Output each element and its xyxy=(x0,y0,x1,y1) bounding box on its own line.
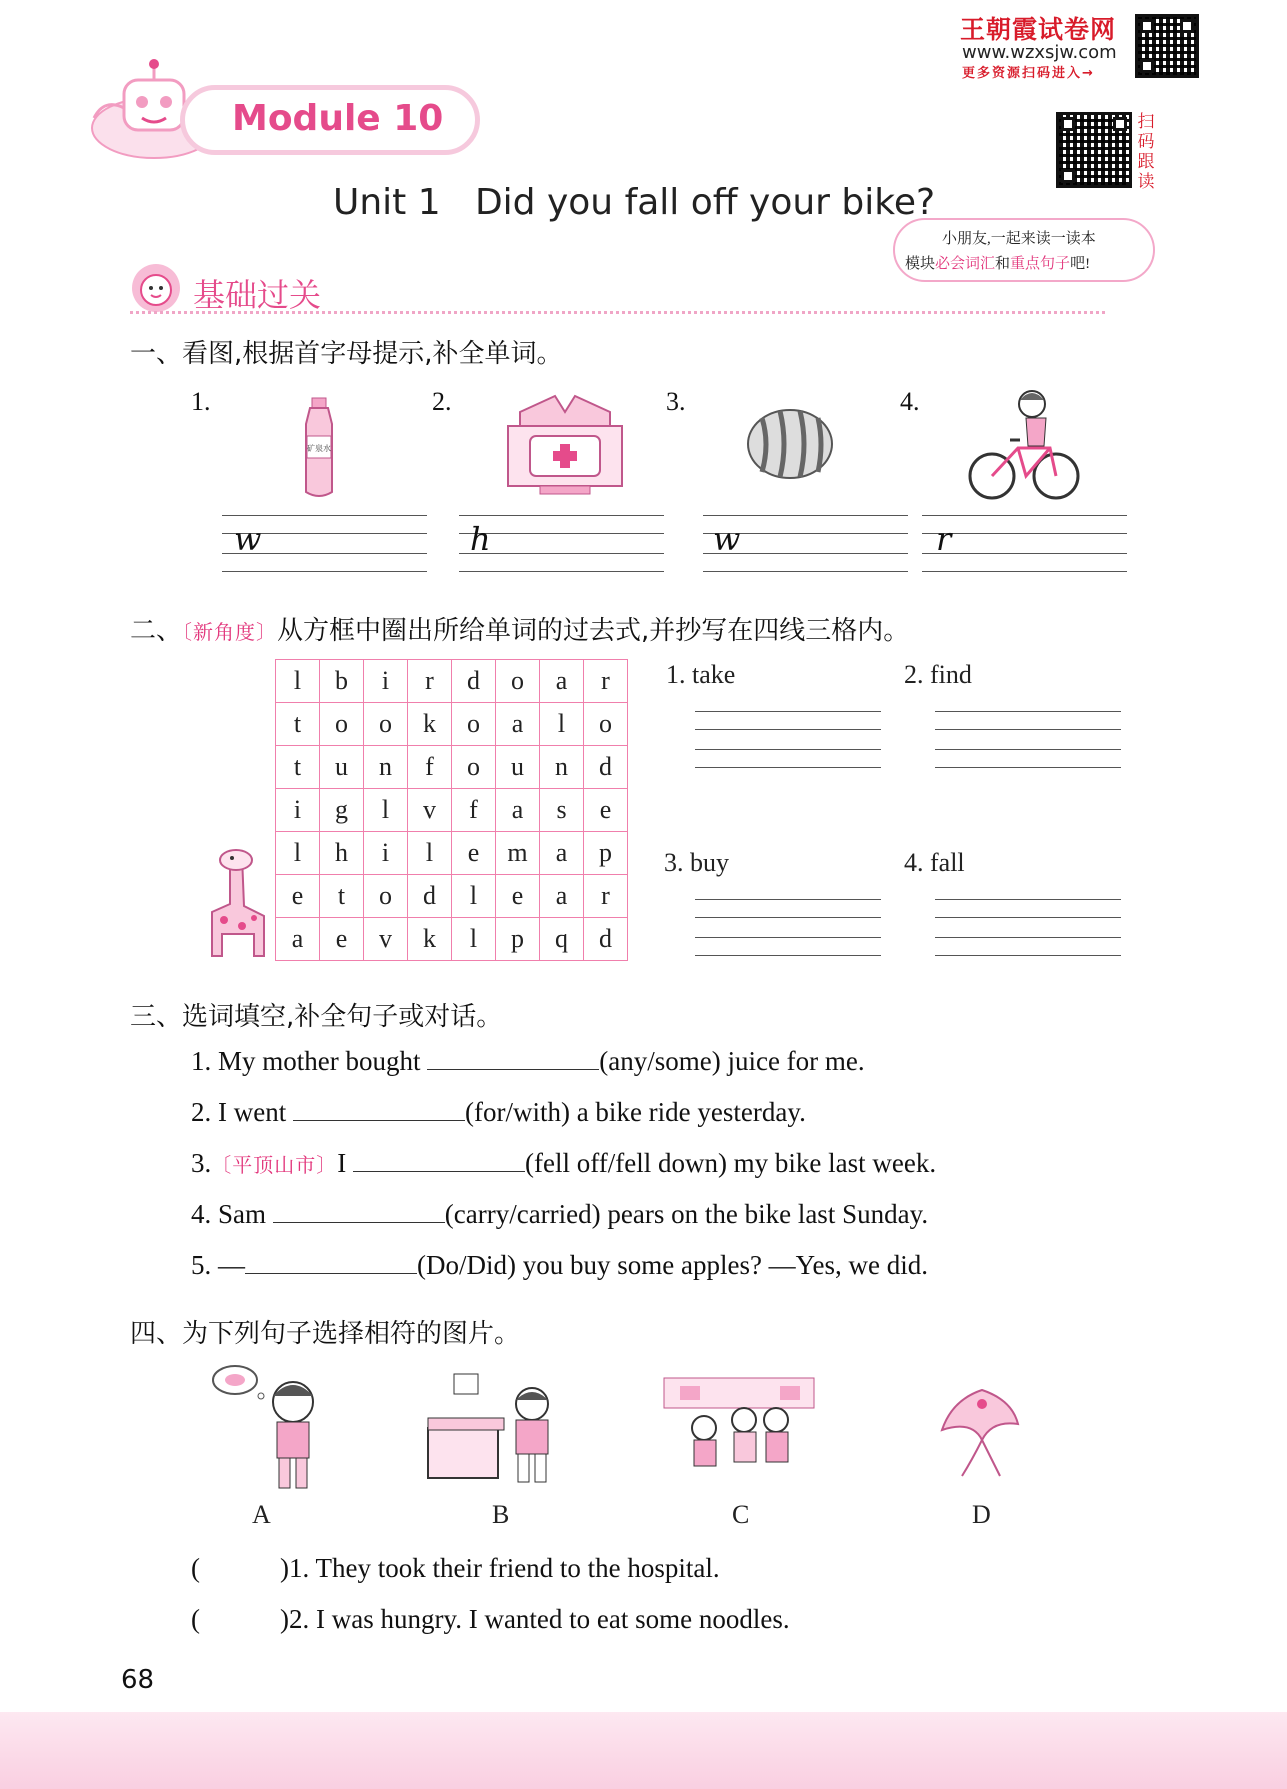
grid-cell[interactable]: u xyxy=(496,746,540,789)
q2-writing-lines[interactable] xyxy=(935,711,1121,767)
grid-row xyxy=(276,832,628,875)
footer-band xyxy=(0,1712,1287,1789)
q3-sentence: 4. Sam (carry/carried) pears on the bike last Sunday. xyxy=(191,1199,929,1229)
q3-sentence: 2. I went (for/with) a bike ride yesterday. xyxy=(191,1097,806,1127)
q1-hint-letter: w xyxy=(713,520,741,558)
grid-row xyxy=(276,789,628,832)
grid-cell[interactable]: l xyxy=(452,875,496,918)
scan-qr-code-icon[interactable] xyxy=(1056,112,1132,188)
grid-cell[interactable]: h xyxy=(320,832,364,875)
q1-hint-letter: r xyxy=(936,520,952,558)
grid-cell[interactable]: r xyxy=(584,660,628,703)
q1-hint-letter: w xyxy=(234,520,262,558)
option-label-d: D xyxy=(972,1500,991,1529)
grid-cell[interactable]: k xyxy=(408,918,452,961)
q2-word: 4. fall xyxy=(904,848,965,877)
bike-ride-picture xyxy=(966,386,1082,502)
q1-heading: 一、看图,根据首字母提示,补全单词。 xyxy=(130,339,563,369)
q1-writing-lines[interactable] xyxy=(922,515,1127,571)
bubble-line-1: 小朋友,一起来读一读本 xyxy=(942,231,1096,247)
grid-cell[interactable]: a xyxy=(496,789,540,832)
grid-cell[interactable]: l xyxy=(408,832,452,875)
q1-item-number: 2. xyxy=(432,387,452,416)
grid-cell[interactable]: f xyxy=(452,789,496,832)
module-title: Module 10 xyxy=(232,98,444,139)
q3-heading: 三、选词填空,补全句子或对话。 xyxy=(130,1002,503,1032)
grid-cell[interactable]: p xyxy=(584,832,628,875)
grid-cell[interactable]: b xyxy=(320,660,364,703)
q2-word: 2. find xyxy=(904,660,972,689)
grid-cell[interactable]: a xyxy=(540,832,584,875)
qr-code-icon[interactable] xyxy=(1135,14,1199,78)
q1-hint-letter: h xyxy=(470,520,491,558)
grid-cell[interactable]: f xyxy=(408,746,452,789)
grid-cell[interactable]: d xyxy=(452,660,496,703)
answer-blank[interactable] xyxy=(353,1147,525,1172)
grid-cell[interactable]: t xyxy=(276,703,320,746)
page-number: 68 xyxy=(121,1665,155,1695)
q2-word: 1. take xyxy=(666,660,736,689)
grid-row xyxy=(276,660,628,703)
grid-cell[interactable]: o xyxy=(320,703,364,746)
bubble-line-2: 模块必会词汇和重点句子吧! xyxy=(905,256,1091,272)
option-label-c: C xyxy=(732,1500,750,1529)
grid-cell[interactable]: s xyxy=(540,789,584,832)
grid-cell[interactable]: a xyxy=(540,875,584,918)
grid-cell[interactable]: l xyxy=(276,660,320,703)
unit-title: Unit 1 Did you fall off your bike? xyxy=(333,182,936,223)
grid-cell[interactable]: l xyxy=(540,703,584,746)
grid-cell[interactable]: i xyxy=(364,832,408,875)
brand-subtitle: 更多资源扫码进入→ xyxy=(962,66,1095,81)
grid-row xyxy=(276,918,628,961)
hospital-picture xyxy=(500,392,630,496)
q1-item-number: 3. xyxy=(666,387,686,416)
word-search-grid xyxy=(275,659,628,961)
q2-writing-lines[interactable] xyxy=(695,899,881,955)
grid-row xyxy=(276,703,628,746)
section-title: 基础过关 xyxy=(193,276,322,314)
brand-url[interactable]: www.wzxsjw.com xyxy=(962,42,1117,63)
helping-friend-picture xyxy=(660,1368,820,1486)
brand-name: 王朝霞试卷网 xyxy=(960,15,1117,44)
q2-word: 3. buy xyxy=(664,848,729,877)
grid-cell[interactable]: d xyxy=(584,918,628,961)
grid-cell[interactable]: r xyxy=(408,660,452,703)
answer-blank[interactable] xyxy=(427,1045,599,1070)
q2-heading: 二、〔新角度〕从方框中圈出所给单词的过去式,并抄写在四线三格内。 xyxy=(130,616,910,646)
grid-cell[interactable]: o xyxy=(496,660,540,703)
grid-cell[interactable]: e xyxy=(452,832,496,875)
grid-row xyxy=(276,875,628,918)
scan-label: 扫码跟读 xyxy=(1137,112,1155,192)
grid-cell[interactable]: u xyxy=(320,746,364,789)
grid-cell[interactable]: a xyxy=(276,918,320,961)
grid-cell[interactable]: e xyxy=(320,918,364,961)
grid-cell[interactable]: l xyxy=(364,789,408,832)
grid-cell[interactable]: r xyxy=(584,875,628,918)
watermelon-picture xyxy=(742,402,838,482)
grid-cell[interactable]: o xyxy=(584,703,628,746)
grid-cell[interactable]: e xyxy=(496,875,540,918)
answer-blank[interactable] xyxy=(245,1249,417,1274)
grid-cell[interactable]: o xyxy=(364,703,408,746)
grid-row xyxy=(276,746,628,789)
q1-item-number: 4. xyxy=(900,387,920,416)
grid-cell[interactable]: o xyxy=(364,875,408,918)
answer-blank[interactable] xyxy=(293,1096,465,1121)
q1-item-number: 1. xyxy=(191,387,211,416)
grid-cell[interactable]: l xyxy=(452,918,496,961)
grid-cell[interactable]: o xyxy=(452,746,496,789)
grid-cell[interactable]: e xyxy=(276,875,320,918)
option-label-b: B xyxy=(492,1500,510,1529)
q2-writing-lines[interactable] xyxy=(695,711,881,767)
hospital-visit-picture xyxy=(424,1368,564,1488)
grid-cell[interactable]: n xyxy=(364,746,408,789)
grid-cell[interactable]: t xyxy=(276,746,320,789)
q2-tag: 〔新角度〕 xyxy=(182,620,278,644)
grid-cell[interactable]: p xyxy=(496,918,540,961)
kite-picture xyxy=(922,1380,1032,1480)
grid-cell[interactable]: o xyxy=(452,703,496,746)
grid-cell[interactable]: i xyxy=(276,789,320,832)
water-bottle-picture xyxy=(296,396,342,500)
answer-blank[interactable] xyxy=(273,1198,445,1223)
grid-cell[interactable]: m xyxy=(496,832,540,875)
grid-cell[interactable]: g xyxy=(320,789,364,832)
grid-cell[interactable]: d xyxy=(408,875,452,918)
q2-writing-lines[interactable] xyxy=(935,899,1121,955)
q4-question: ( )2. I was hungry. I wanted to eat some noodles. xyxy=(191,1604,790,1634)
grid-cell[interactable]: t xyxy=(320,875,364,918)
hungry-boy-picture xyxy=(205,1362,325,1492)
grid-cell[interactable]: d xyxy=(584,746,628,789)
grid-cell[interactable]: l xyxy=(276,832,320,875)
grid-cell[interactable]: e xyxy=(584,789,628,832)
option-label-a: A xyxy=(252,1500,271,1529)
grid-cell[interactable]: v xyxy=(364,918,408,961)
grid-cell[interactable]: i xyxy=(364,660,408,703)
section-divider xyxy=(130,311,1105,314)
girl-avatar-icon xyxy=(128,262,184,314)
grid-cell[interactable]: a xyxy=(496,703,540,746)
q3-sentence: 5. — (Do/Did) you buy some apples? —Yes, we did. xyxy=(191,1250,928,1280)
q4-heading: 四、为下列句子选择相符的图片。 xyxy=(130,1319,521,1349)
grid-cell[interactable]: a xyxy=(540,660,584,703)
q3-tag: 〔平顶山市〕 xyxy=(211,1155,338,1177)
q3-sentence: 3.〔平顶山市〕I (fell off/fell down) my bike last week. xyxy=(191,1148,937,1178)
q4-question: ( )1. They took their friend to the hospital. xyxy=(191,1553,720,1583)
giraffe-icon xyxy=(192,846,272,966)
bottle-label: 矿泉水 xyxy=(307,444,331,453)
grid-cell[interactable]: v xyxy=(408,789,452,832)
grid-cell[interactable]: k xyxy=(408,703,452,746)
grid-cell[interactable]: q xyxy=(540,918,584,961)
grid-cell[interactable]: n xyxy=(540,746,584,789)
q3-sentence: 1. My mother bought (any/some) juice for me. xyxy=(191,1046,865,1076)
